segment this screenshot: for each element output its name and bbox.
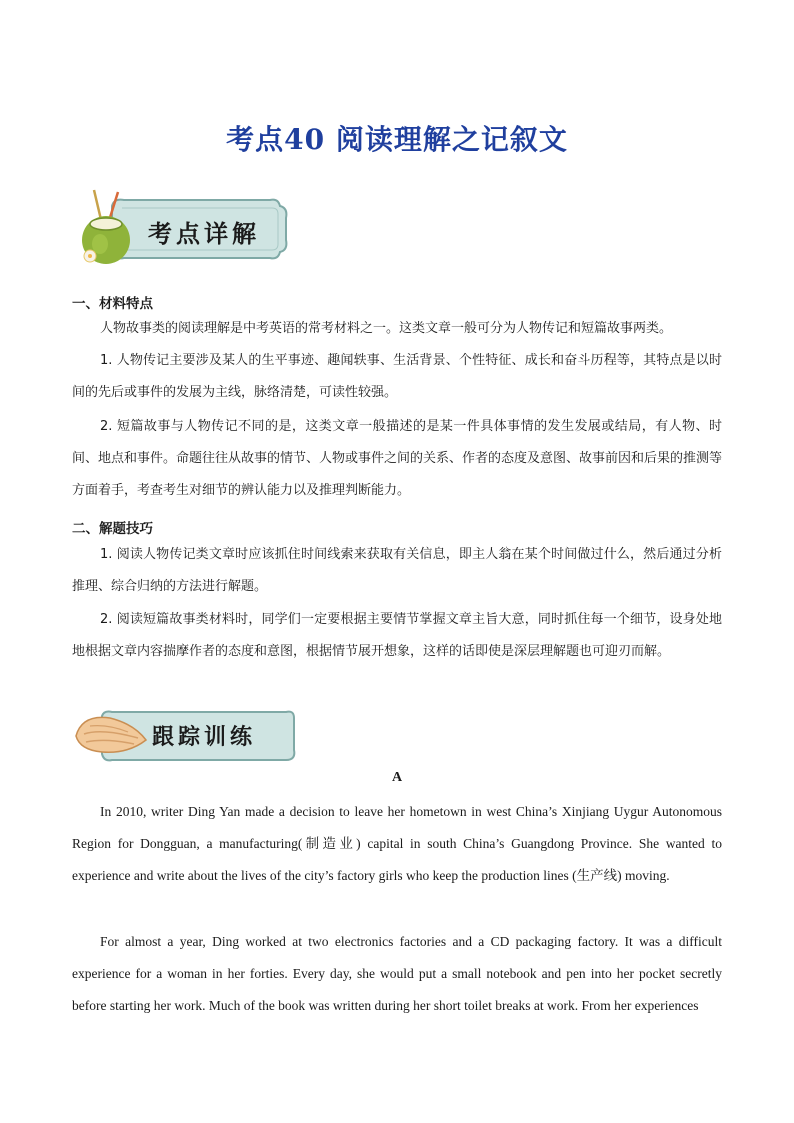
paragraph — [72, 539, 722, 603]
paragraph-text: In 2010, writer Ding Yan made a decision to leave her hometown in west China’s Xinjiang Uygur Autonomous Region for Dongguan, a manufacturing(制造业) capital in south China’s Guangdong Province. She wanted to experience and write about the lives of the city’s factory girls who keep the production lines (生产线) moving. — [72, 804, 722, 883]
banner-label: 跟踪训练 — [152, 724, 257, 750]
passage-label: A — [391, 770, 403, 785]
page-title: 考点40 阅读理解之记叙文 — [226, 123, 568, 156]
section-heading-tips: 二、解题技巧 — [72, 521, 153, 537]
paragraph — [72, 604, 722, 668]
paragraph-text: For almost a year, Ding worked at two electronics factories and a CD packaging factory. It was a difficult experience for a woman in her forties. Every day, she would put a small notebook and pen into her pocket secretly before starting her work. Much of the book was written during her short toilet breaks at work. From her experiences — [72, 934, 722, 1013]
paragraph — [72, 411, 722, 507]
paragraph-text: 1. 阅读人物传记类文章时应该抓住时间线索来获取有关信息，即主人翁在某个时间做过什么，然后通过分析推理、综合归纳的方法进行解题。 — [72, 547, 722, 594]
section-banner-practice — [72, 706, 302, 768]
paragraph-text: 2. 阅读短篇故事类材料时，同学们一定要根据主要情节掌握文章主旨大意，同时抓住每一个细节，设身处地地根据文章内容揣摩作者的态度和意图，根据情节展开想象，这样的话即使是深层理解题也可迎刃而解。 — [72, 612, 722, 659]
paragraph-text: 1. 人物传记主要涉及某人的生平事迹、趣闻轶事、生活背景、个性特征、成长和奋斗历程等，其特点是以时间的先后或事件的发展为主线，脉络清楚，可读性较强。 — [72, 353, 722, 400]
passage-paragraph — [72, 926, 722, 1022]
banner-label: 考点详解 — [148, 219, 260, 248]
paragraph — [72, 345, 722, 409]
paragraph — [72, 313, 722, 345]
passage-paragraph — [72, 796, 722, 892]
section-banner-explanation — [72, 184, 292, 270]
paragraph-text: 人物故事类的阅读理解是中考英语的常考材料之一。这类文章一般可分为人物传记和短篇故事两类。 — [100, 321, 673, 336]
paragraph-text: 2. 短篇故事与人物传记不同的是，这类文章一般描述的是某一件具体事情的发生发展或结局，有人物、时间、地点和事件。命题往往从故事的情节、人物或事件之间的关系、作者的态度及意图、故事前因和后果的推测等方面着手，考查考生对细节的辨认能力以及推理判断能力。 — [72, 419, 723, 498]
section-heading-material: 一、材料特点 — [72, 296, 153, 312]
